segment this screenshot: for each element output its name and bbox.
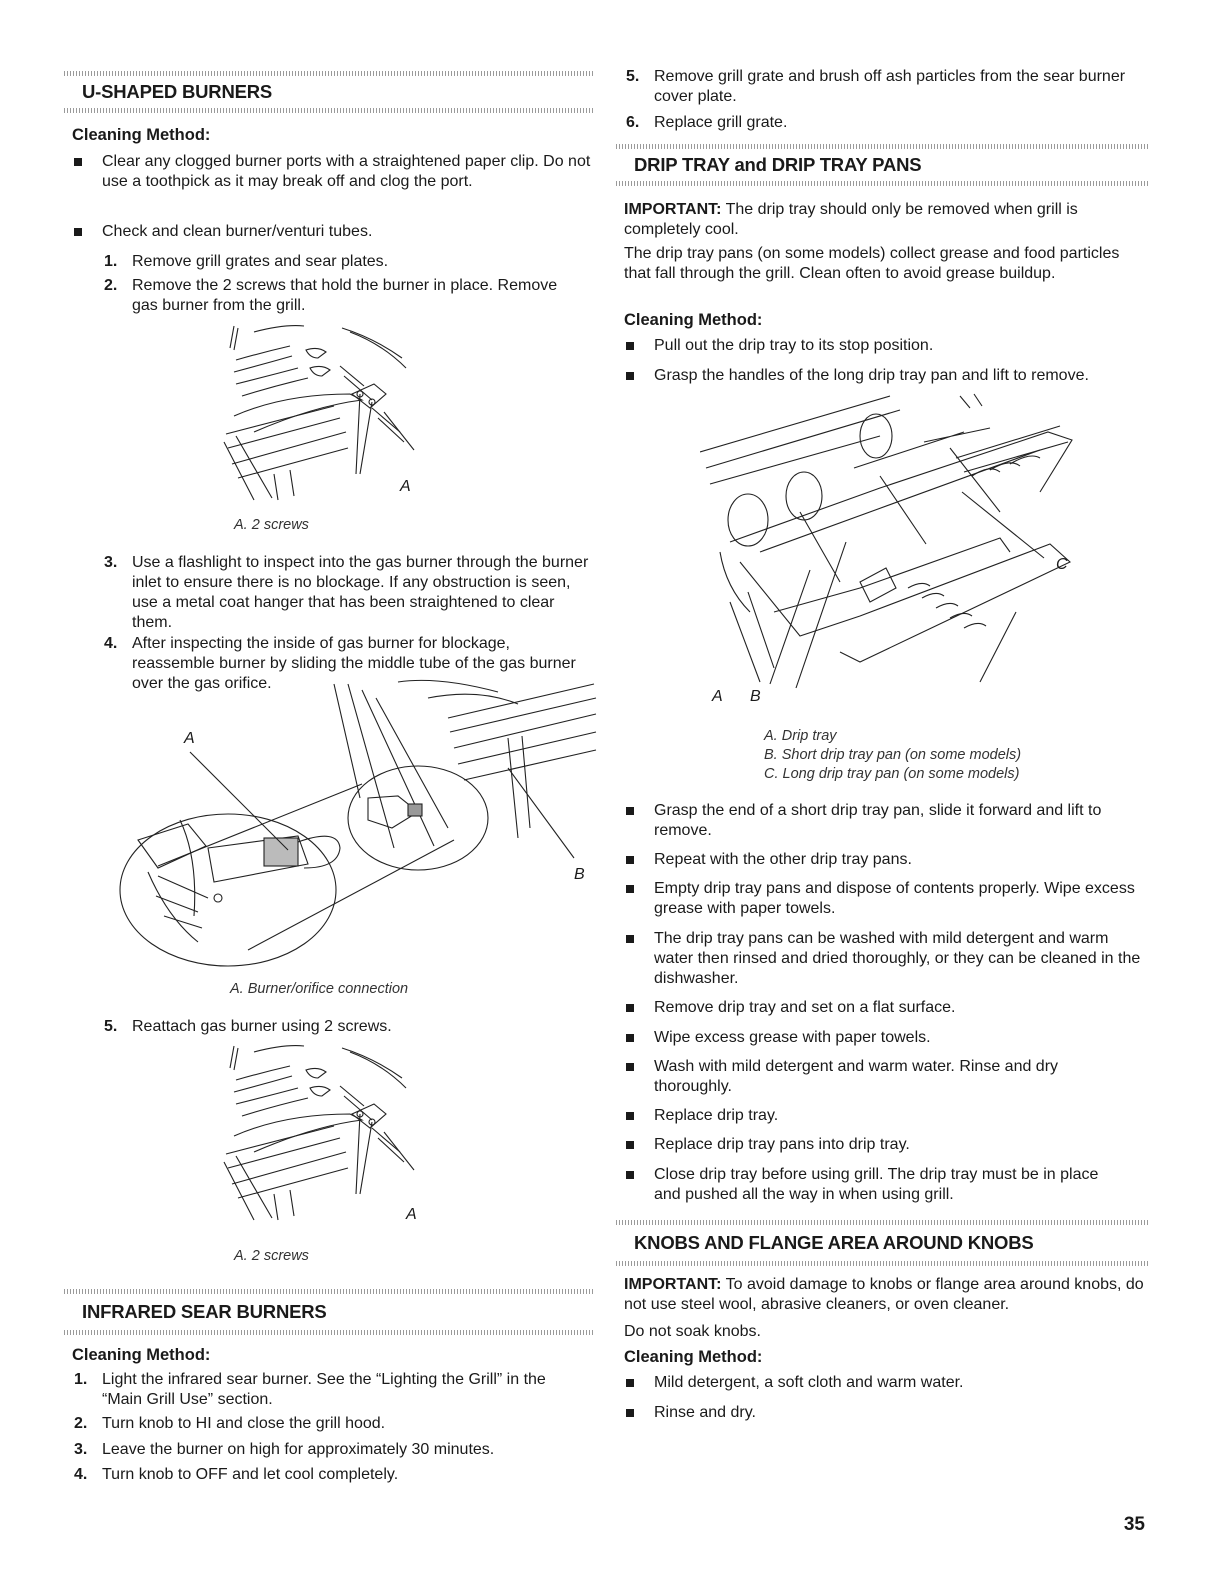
figure-label-c: C (1056, 556, 1068, 573)
drip-tray-illustration (700, 392, 1080, 712)
cleaning-method-label: Cleaning Method: (624, 311, 763, 329)
infrared-sear-burners-section-heading (64, 1289, 594, 1335)
bullet-square-icon (626, 935, 634, 943)
bullet-square-icon (626, 1141, 634, 1149)
paragraph: The drip tray pans (on some models) collect grease and food particles that fall through the grill. Clean often to avoid grease buildup. (624, 245, 1120, 282)
figure-label-a: A (712, 688, 723, 705)
burner-screws-illustration (214, 1044, 434, 1230)
bullet-square-icon (626, 1379, 634, 1387)
figure-label-a: A (400, 478, 411, 495)
bullet-square-icon (626, 1112, 634, 1120)
figure-caption: A. 2 screws (234, 517, 309, 533)
page-number: 35 (1123, 1514, 1145, 1535)
section-title: DRIP TRAY and DRIP TRAY PANS (634, 154, 922, 175)
figure-caption: B. Short drip tray pan (on some models) (764, 747, 1022, 763)
knobs-section-heading (616, 1220, 1148, 1266)
figure-label-b: B (574, 866, 585, 883)
cleaning-method-label: Cleaning Method: (624, 1348, 763, 1366)
figure-label-a: A (184, 730, 195, 747)
cleaning-method-label: Cleaning Method: (72, 1346, 211, 1364)
bullet-square-icon (74, 228, 82, 236)
figure-caption: C. Long drip tray pan (on some models) (764, 766, 1020, 782)
burner-orifice-illustration (98, 678, 598, 978)
figure-label-b: B (750, 688, 761, 705)
important-note: IMPORTANT: The drip tray should only be removed when grill is completely cool. (624, 201, 1078, 238)
section-title: INFRARED SEAR BURNERS (82, 1301, 327, 1322)
drip-tray-section-heading (616, 144, 1148, 186)
paragraph: Do not soak knobs. (624, 1323, 761, 1340)
figure-caption: A. Burner/orifice connection (230, 981, 409, 997)
hatch-divider (616, 1261, 1148, 1266)
bullet-square-icon (74, 158, 82, 166)
section-title: U-SHAPED BURNERS (82, 81, 273, 102)
burner-screws-illustration (214, 324, 434, 510)
bullet-square-icon (626, 885, 634, 893)
hatch-divider (64, 108, 594, 113)
bullet-square-icon (626, 1004, 634, 1012)
cleaning-method-label: Cleaning Method: (72, 126, 211, 144)
bullet-square-icon (626, 372, 634, 380)
bullet-square-icon (626, 807, 634, 815)
figure-caption: A. 2 screws (234, 1248, 309, 1264)
hatch-divider (64, 1330, 594, 1335)
section-title: KNOBS AND FLANGE AREA AROUND KNOBS (634, 1232, 1034, 1253)
bullet-square-icon (626, 1171, 634, 1179)
bullet-square-icon (626, 1063, 634, 1071)
figure-caption: A. Drip tray (764, 728, 837, 744)
bullet-square-icon (626, 1034, 634, 1042)
hatch-divider (616, 181, 1148, 186)
bullet-square-icon (626, 1409, 634, 1417)
important-note: IMPORTANT: To avoid damage to knobs or flange area around knobs, do not use steel wool, abrasive cleaners, or oven cleaner. (624, 1276, 1144, 1313)
u-shaped-burners-section-heading (64, 71, 594, 113)
bullet-square-icon (626, 342, 634, 350)
figure-label-a: A (406, 1206, 417, 1223)
bullet-square-icon (626, 856, 634, 864)
